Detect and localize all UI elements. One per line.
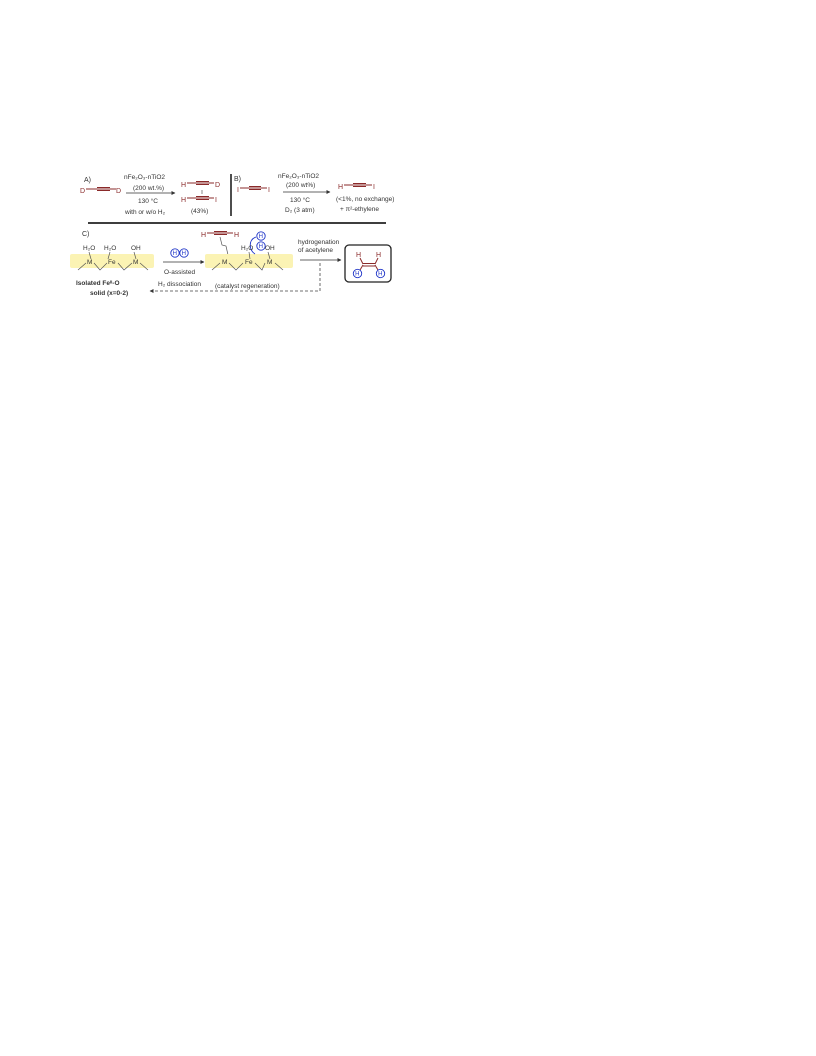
product-h2-acetylene bbox=[181, 197, 217, 205]
svg-text:I: I bbox=[215, 197, 217, 204]
panel-a bbox=[80, 174, 220, 216]
svg-text:M: M bbox=[222, 259, 228, 266]
svg-text:H: H bbox=[181, 197, 187, 204]
condition-b-temperature: 130 °C bbox=[290, 197, 310, 204]
reactant-acetylene-b bbox=[237, 187, 270, 195]
svg-text:H: H bbox=[181, 251, 186, 258]
condition-temperature: 130 °C bbox=[138, 198, 158, 205]
svg-text:Fe: Fe bbox=[108, 259, 116, 266]
svg-text:H: H bbox=[172, 251, 177, 258]
svg-text:OH: OH bbox=[265, 245, 275, 252]
svg-text:H₂O: H₂O bbox=[241, 245, 254, 252]
reactant-d2-acetylene bbox=[80, 188, 121, 196]
ethylene-product-box bbox=[345, 245, 391, 282]
svg-text:H: H bbox=[234, 232, 240, 239]
svg-text:H: H bbox=[376, 252, 382, 259]
label-h2-dissociation: H₂ dissociation bbox=[158, 281, 201, 288]
svg-text:D: D bbox=[215, 182, 221, 189]
svg-text:H: H bbox=[258, 234, 263, 241]
condition-b-catalyst: nFe₂O₃-nTiO2 bbox=[278, 173, 320, 180]
condition-catalyst: nFe₂O₃-nTiO2 bbox=[124, 174, 166, 181]
svg-text:H: H bbox=[258, 244, 263, 251]
svg-text:OH: OH bbox=[131, 245, 141, 252]
svg-text:M: M bbox=[87, 259, 93, 266]
svg-text:H₂O: H₂O bbox=[83, 245, 96, 252]
yield-a: (43%) bbox=[191, 208, 209, 215]
condition-loading: (200 wt.%) bbox=[133, 185, 165, 192]
caption-solid-range: solid (x=0-2) bbox=[90, 290, 129, 297]
svg-text:H: H bbox=[201, 232, 207, 239]
note-ethylene: + π²-ethylene bbox=[340, 206, 379, 213]
intermediate-complex bbox=[201, 232, 293, 271]
reactant-right-atom: D bbox=[116, 188, 122, 195]
panel-b bbox=[234, 173, 394, 214]
svg-text:H₂O: H₂O bbox=[104, 245, 117, 252]
svg-text:M: M bbox=[133, 259, 139, 266]
svg-text:I: I bbox=[237, 187, 239, 194]
svg-text:H: H bbox=[356, 252, 362, 259]
svg-text:M: M bbox=[267, 259, 273, 266]
product-acetylene-b bbox=[338, 184, 375, 192]
svg-text:H: H bbox=[355, 271, 360, 278]
label-o-assisted: O-assisted bbox=[164, 269, 196, 276]
svg-text:H: H bbox=[181, 182, 187, 189]
label-hydrogenation: hydrogenation bbox=[298, 239, 340, 246]
panel-a-label: A) bbox=[84, 177, 91, 184]
label-catalyst-regeneration: (catalyst regeneration) bbox=[215, 283, 280, 290]
svg-text:I: I bbox=[268, 187, 270, 194]
svg-text:I: I bbox=[373, 184, 375, 191]
svg-text:H: H bbox=[378, 271, 383, 278]
note-no-exchange: (<1%, no exchange) bbox=[336, 196, 395, 203]
hydrogen-molecule-icon bbox=[171, 249, 188, 257]
condition-b-loading: (200 wt%) bbox=[286, 182, 316, 189]
condition-hydrogen: with or w/o H₂ bbox=[125, 209, 166, 216]
product-hd-acetylene bbox=[181, 182, 220, 195]
panel-c-label: C) bbox=[82, 231, 90, 238]
panel-b-label: B) bbox=[234, 176, 241, 183]
isolated-fe-solid bbox=[70, 245, 154, 297]
condition-b-deuterium: D₂ (3 atm) bbox=[285, 207, 315, 214]
label-of-acetylene: of acetylene bbox=[298, 247, 334, 254]
caption-isolated-fe-o: Isolated Feᴵᴵ-O bbox=[76, 280, 120, 287]
panel-c bbox=[70, 231, 391, 297]
svg-text:H: H bbox=[338, 184, 344, 191]
reactant-left-atom: D bbox=[80, 188, 86, 195]
svg-text:Fe: Fe bbox=[245, 259, 253, 266]
